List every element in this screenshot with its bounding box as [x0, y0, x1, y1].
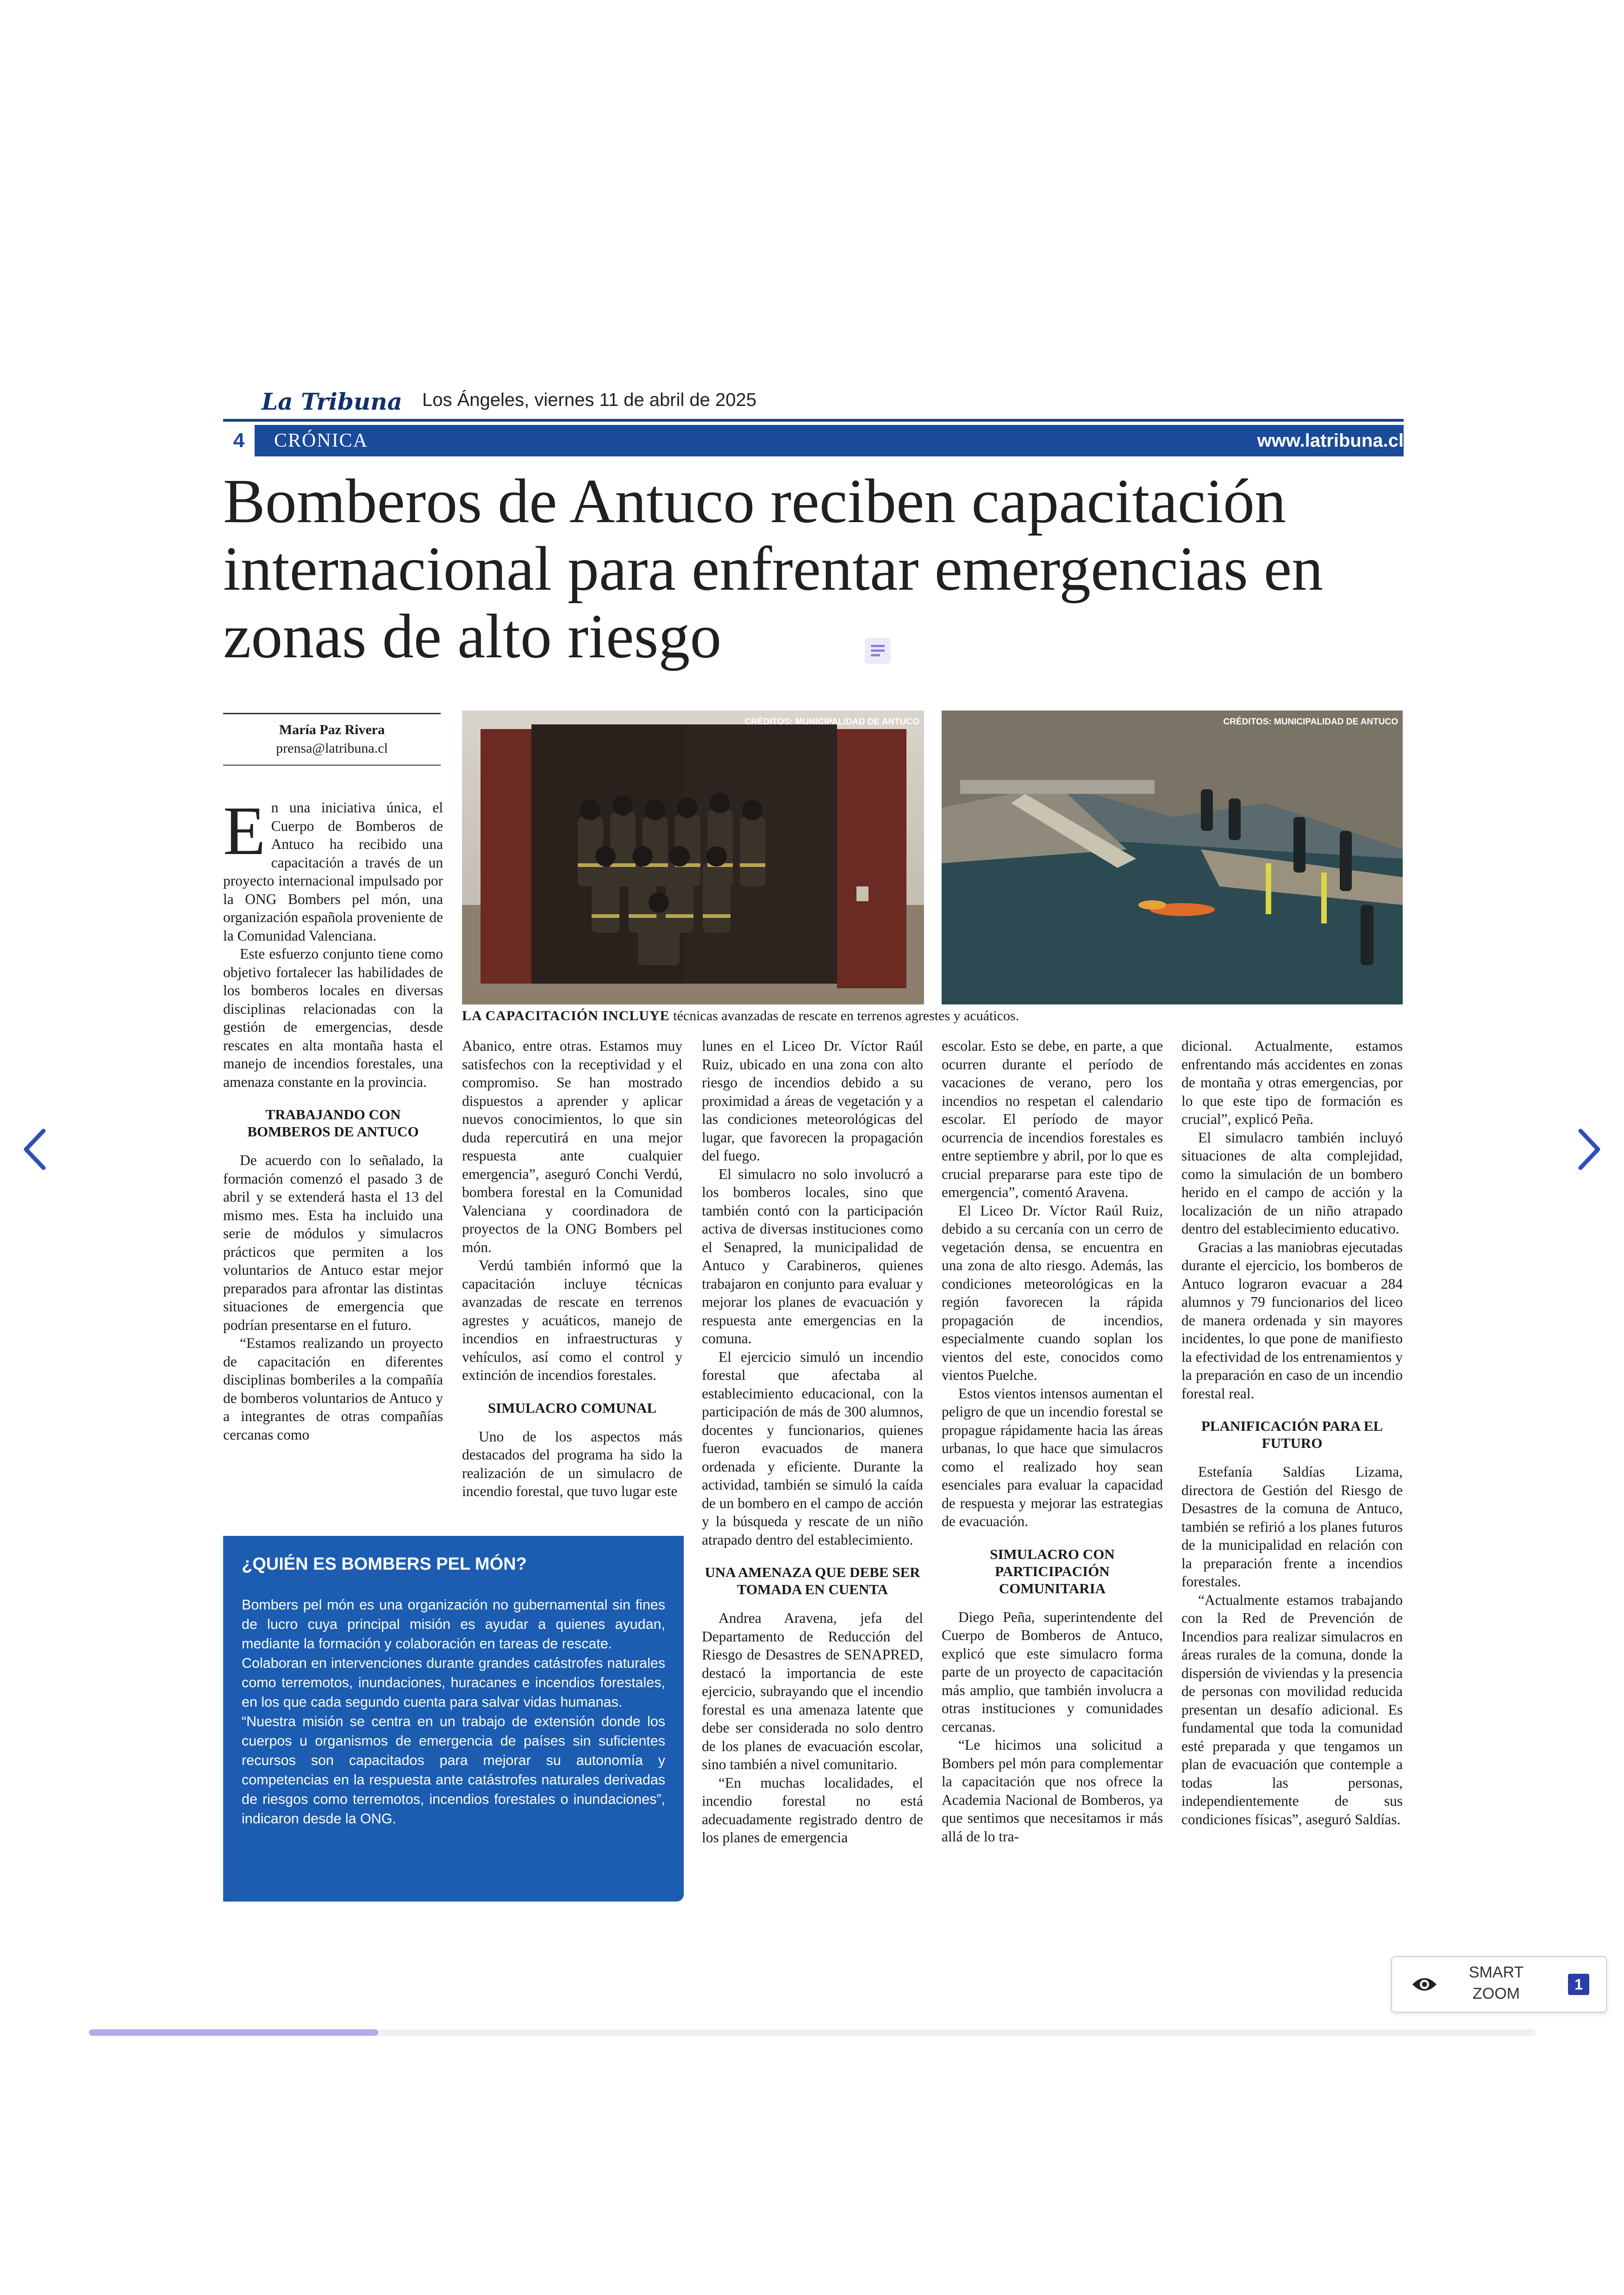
website-link[interactable]: www.latribuna.cl	[1257, 430, 1404, 451]
article-column-1	[223, 792, 443, 1444]
byline-rule-top	[223, 713, 441, 714]
article-paragraph: “En muchas localidades, el incendio forestal no está adecuadamente registrado dentro de los planes de emergencia	[702, 1774, 923, 1846]
article-paragraph: De acuerdo con lo señalado, la formación comenzó el pasado 3 de abril y se extenderá hasta el 13 del mismo mes. Esta ha incluido una serie de módulos y simulacros prácticos que permiten a los voluntarios de Antuco estar mejor preparados para afrontar las distintas situaciones de emergencia que podrían presentarse en el futuro.	[223, 1152, 443, 1333]
caption-lead: LA CAPACITACIÓN INCLUYE	[462, 1008, 670, 1023]
smart-zoom-label	[1466, 1962, 1526, 2004]
article-paragraph: El Liceo Dr. Víctor Raúl Ruiz, debido a su cercanía con un cerro de vegetación densa, se encuentra en una zona de alto riesgo. Además, las condiciones meteorológicas en la región favorecen la rápida propagación de incendios, especialmente cuando soplan los vientos del este, conocidos como vientos Puelche.	[942, 1202, 1163, 1383]
article-paragraph: Estefanía Saldías Lizama, directora de Gestión del Riesgo de Desastres de la comuna de Antuco, también se refirió a los planes futuros de la municipalidad en relación con la preparación frente a incendios forestales.	[1181, 1464, 1403, 1590]
article-paragraph: Uno de los aspectos más destacados del programa ha sido la realización de un simulacro de incendio forestal, que tuvo lugar este	[462, 1428, 682, 1499]
article-paragraph: “Actualmente estamos trabajando con la Red de Prevención de Incendios para realizar simulacros en áreas rurales de la comuna, donde la dispersión de viviendas y la presencia de personas con movilidad reducida presentan un desafío adicional. Es fundamental que toda la comunidad esté preparada y que tengamos un plan de evacuación que contemple a todas las personas, independientemente de sus condiciones físicas”, aseguró Saldías.	[1181, 1591, 1403, 1827]
article-paragraph: El simulacro no solo involucró a los bomberos locales, sino que también contó con la participación activa de diversas instituciones como el Senapred, la municipalidad de Antuco y Carabineros, quienes trabajaron en conjunto para evaluar y mejorar los planes de evacuación y respuesta ante emergencias en la comuna.	[702, 1166, 923, 1347]
subheading: PLANIFICACIÓN PARA EL FUTURO	[1201, 1418, 1383, 1451]
newspaper-logo: La Tribuna	[262, 388, 402, 415]
reading-progress-fill	[89, 2029, 378, 2036]
smart-zoom-label-line1: SMART	[1468, 1964, 1524, 1981]
article-paragraph: Abanico, entre otras. Estamos muy satisfechos con la receptividad y el compromiso. Se han mostrado dispuestos a aprender y aplicar nuevos conocimientos, lo que sin duda repercutirá en una mejor respuesta ante cualquier emergencia”, aseguró Conchi Verdú, bombera forestal en la Comunidad Valenciana y coordinadora de proyectos de la ONG Bombers pel món.	[462, 1038, 682, 1255]
next-page-button[interactable]	[1563, 1119, 1614, 1179]
article-column-2	[462, 1037, 682, 1501]
info-box-text	[242, 1595, 665, 1828]
article-paragraph: Diego Peña, superintendente del Cuerpo de Bomberos de Antuco, explicó que este simulacro forma parte de un proyecto de capacitación más amplio, que también involucra a otras instituciones y comunidades cercanas.	[942, 1609, 1163, 1735]
previous-page-button[interactable]	[10, 1119, 61, 1179]
chevron-left-icon	[10, 1119, 61, 1179]
author-email[interactable]: prensa@latribuna.cl	[276, 741, 388, 756]
article-paragraph: Este esfuerzo conjunto tiene como objetivo fortalecer las habilidades de los bomberos locales en diversas disciplinas relacionadas con la gestión de emergencias, desde rescates en alta montaña hasta el manejo de incendios forestales, una amenaza constante en la provincia.	[223, 946, 443, 1090]
info-box-paragraph: Colaboran en intervenciones durante grandes catástrofes naturales como terremotos, inundaciones, huracanes e incendios forestales, en los que cada segundo cuenta para salvar vidas humanas.	[242, 1655, 665, 1710]
eye-icon	[1411, 1973, 1438, 1996]
photo-water-rescue	[942, 711, 1403, 1004]
masthead-divider	[223, 419, 1404, 422]
article-paragraph: “Estamos realizando un proyecto de capacitación en diferentes disciplinas bomberiles a la compañía de bomberos voluntarios de Antuco y a integrantes de otras compañías cercanas como	[223, 1335, 443, 1443]
page-number: 4	[223, 425, 255, 456]
subheading: SIMULACRO CON PARTICIPACIÓN COMUNITARIA	[990, 1546, 1115, 1597]
page-badge: 1	[1568, 1974, 1589, 1995]
photo-credit-right: CRÉDITOS: MUNICIPALIDAD DE ANTUCO	[1223, 717, 1398, 727]
subheading: SIMULACRO COMUNAL	[487, 1399, 657, 1416]
subheading: UNA AMENAZA QUE DEBE SER TOMADA EN CUENTA	[705, 1564, 920, 1597]
article-paragraph: Verdú también informó que la capacitación incluye técnicas avanzadas de rescate en terrenos agrestes y acuáticos, manejo de incendios en infraestructuras y vehículos, así como el control y extinción de incendios forestales.	[462, 1257, 682, 1383]
section-name: CRÓNICA	[274, 430, 369, 451]
article-column-4	[942, 1037, 1163, 1846]
caption-text: técnicas avanzadas de rescate en terrenos agrestes y acuáticos.	[669, 1008, 1019, 1023]
article-paragraph: lunes en el Liceo Dr. Víctor Raúl Ruiz, ubicado en una zona con alto riesgo de incendios debido a su proximidad a áreas de vegetación y a las condiciones meteorológicas del lugar, que favorecen la propagación del fuego.	[702, 1038, 923, 1164]
drop-cap: E	[223, 792, 266, 869]
byline-rule-bottom	[223, 765, 441, 766]
article-paragraph: n una iniciativa única, el Cuerpo de Bomberos de Antuco ha recibido una capacitación a través de un proyecto internacional impulsado por la ONG Bombers pel món, una organización española proveniente de la Comunidad Valenciana.	[223, 799, 443, 944]
article-paragraph: Estos vientos intensos aumentan el peligro de que un incendio forestal se propague rápidamente hacia las áreas urbanas, lo que hace que simulacros como el realizado hoy sean esenciales para evaluar la capacidad de respuesta y mejorar las estrategias de evacuación.	[942, 1385, 1163, 1529]
section-bar	[223, 425, 1404, 456]
info-box-title: ¿QUIÉN ES BOMBERS PEL MÓN?	[242, 1554, 527, 1574]
photo-credit-left: CRÉDITOS: MUNICIPALIDAD DE ANTUCO	[744, 717, 919, 727]
chevron-right-icon	[1563, 1119, 1614, 1179]
info-box-paragraph: “Nuestra misión se centra en un trabajo de extensión donde los cuerpos u organismos de emergencia de países sin suficientes recursos son capacitados para mejorar su autonomía y competencias en la respuesta ante catástrofes naturales derivadas de riesgos como terremotos, incendios forestales o inundaciones”, indicaron desde la ONG.	[242, 1714, 665, 1827]
issue-date: Los Ángeles, viernes 11 de abril de 2025	[422, 390, 756, 410]
headline: Bomberos de Antuco reciben capacitación internacional para enfrentar emergencias en zonas de alto riesgo	[223, 467, 1324, 671]
article-paragraph: “Le hicimos una solicitud a Bombers pel món para complementar la capacitación que nos ofrece la Academia Nacional de Bomberos, ya que sentimos que necesitamos ir más allá de lo tra-	[942, 1737, 1163, 1845]
smart-zoom-button[interactable]	[1391, 1956, 1607, 2013]
info-box	[223, 1536, 684, 1902]
photo-caption	[462, 1008, 1402, 1024]
note-icon[interactable]	[865, 638, 891, 664]
article-paragraph: El simulacro también incluyó situaciones de alta complejidad, como la simulación de un bombero herido en el campo de acción y la localización de un niño atrapado dentro del establecimiento educativo.	[1181, 1129, 1403, 1237]
article-column-3	[702, 1037, 923, 1847]
article-paragraph: Gracias a las maniobras ejecutadas durante el ejercicio, los bomberos de Antuco lograron evacuar a 284 alumnos y 79 funcionarios del liceo de manera ordenada y sin mayores incidentes, lo que pone de manifiesto la efectividad de los entrenamientos y la preparación en caso de un incendio forestal real.	[1181, 1239, 1403, 1402]
smart-zoom-label-line2: ZOOM	[1473, 1985, 1520, 2002]
info-box-paragraph: Bombers pel món es una organización no gubernamental sin fines de lucro cuya principal misión es ayudar a quienes ayudan, mediante la formación y colaboración en tareas de rescate.	[242, 1597, 665, 1652]
subheading: TRABAJANDO CON BOMBEROS DE ANTUCO	[247, 1106, 419, 1140]
article-paragraph: dicional. Actualmente, estamos enfrentando más accidentes en zonas de montaña y otras emergencias, por lo que este tipo de formación es crucial”, explicó Peña.	[1181, 1038, 1403, 1127]
article-paragraph: escolar. Esto se debe, en parte, a que ocurren durante el período de vacaciones de verano, pero los incendios no respetan el calendario escolar. El período de mayor ocurrencia de incendios forestales es entre septiembre y abril, por lo que es crucial prepararse para este tipo de emergencia”, comentó Aravena.	[942, 1038, 1163, 1200]
article-column-5	[1181, 1037, 1403, 1828]
photo-firefighters	[462, 711, 924, 1004]
article-paragraph: El ejercicio simuló un incendio forestal que afectaba al establecimiento educacional, con la participación de más de 300 alumnos, docentes y funcionarios, quienes fueron evacuados de manera ordenada y eficiente. Durante la actividad, también se simuló la caída de un bombero en el campo de acción y la búsqueda y rescate de un niño atrapado dentro del establecimiento.	[702, 1348, 923, 1548]
author-name: María Paz Rivera	[279, 722, 385, 737]
article-paragraph: Andrea Aravena, jefa del Departamento de Reducción del Riesgo de Desastres de SENAPRED, destacó la importancia de este ejercicio, subrayando que el incendio forestal es una amenaza latente que debe ser considerada no solo dentro de los planes de evacuación escolar, sino también a nivel comunitario.	[702, 1610, 923, 1772]
